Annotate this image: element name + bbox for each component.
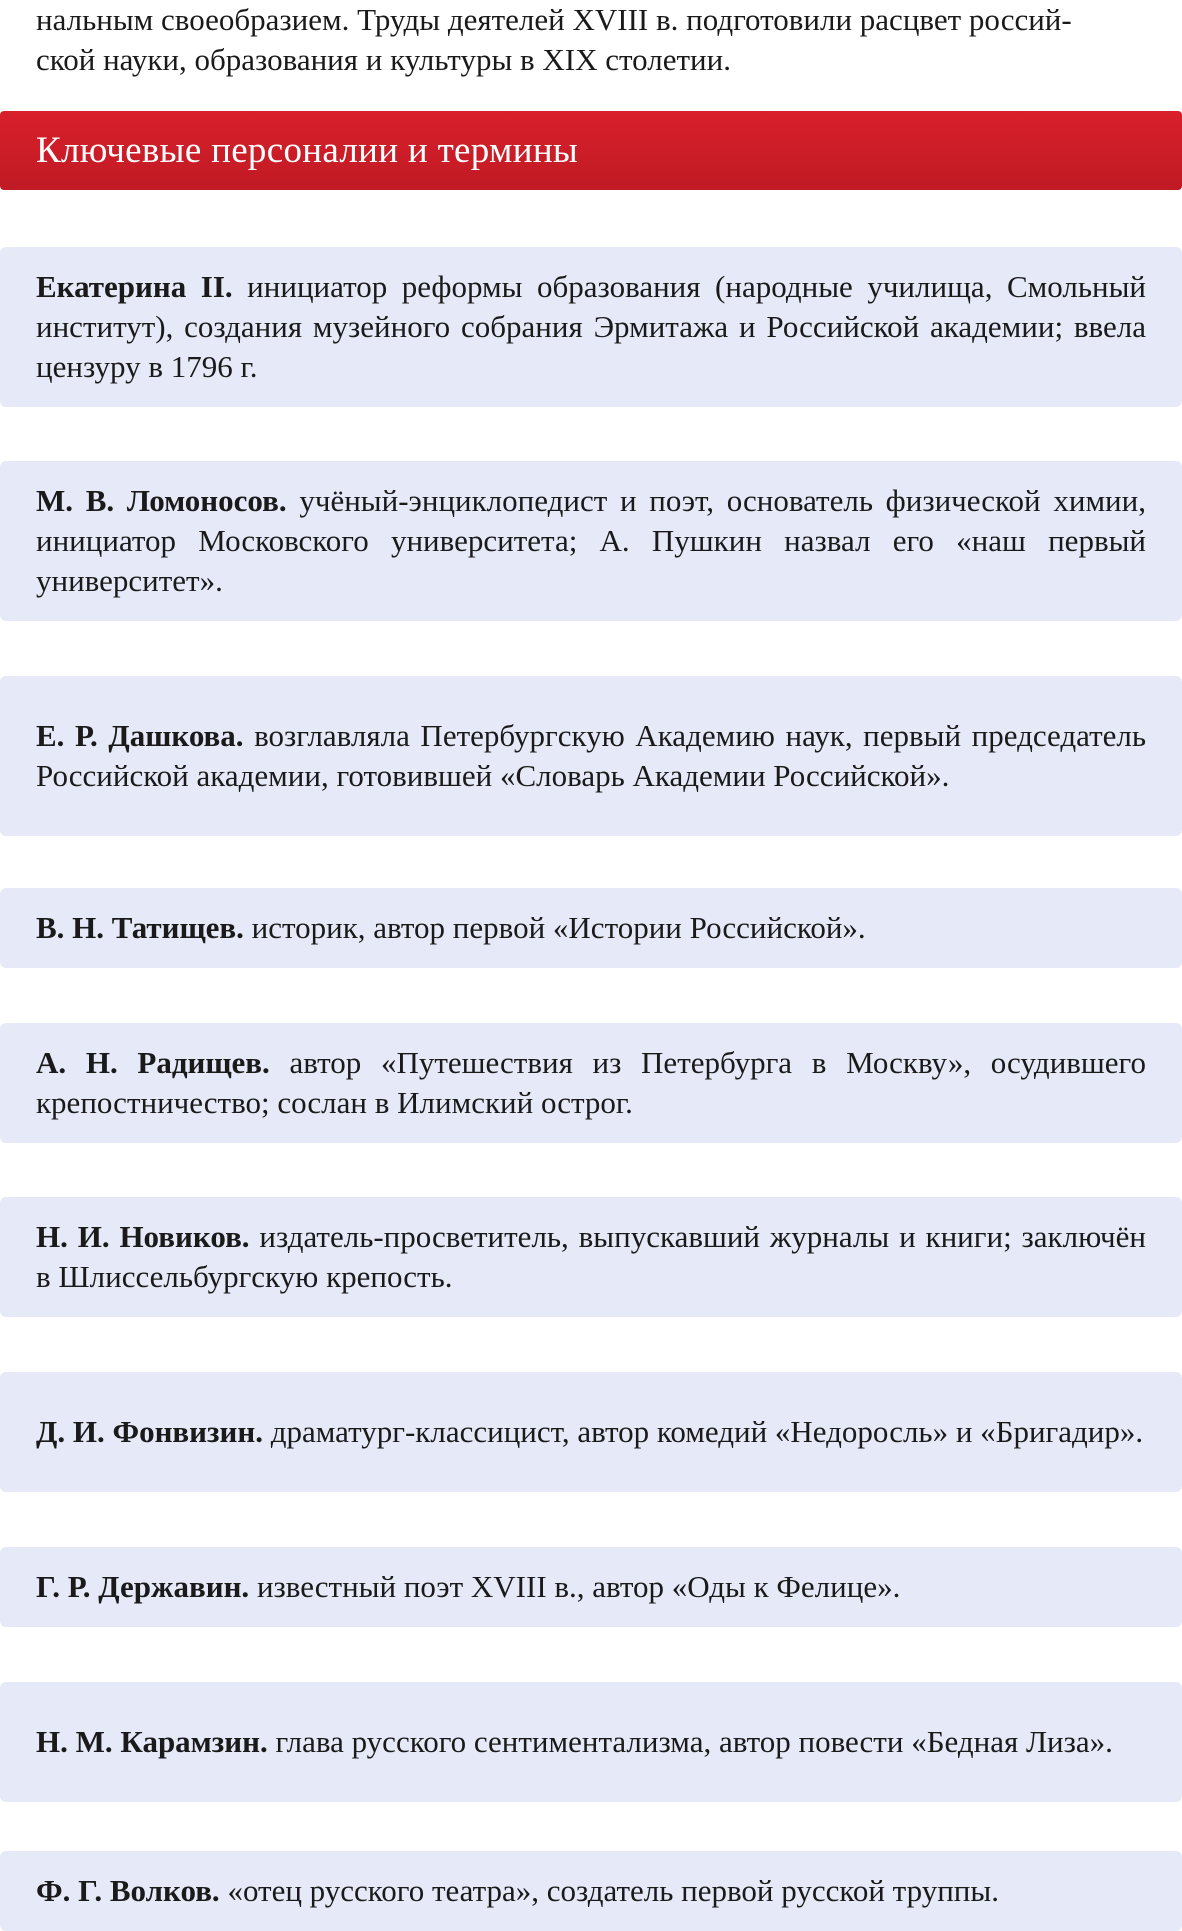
entry-name: Г. Р. Державин. <box>36 1569 250 1604</box>
intro-line-2: ской науки, образования и культуры в XIX столетии. <box>36 42 731 77</box>
entry-text <box>36 1217 1146 1297</box>
entry-lomonosov <box>0 461 1182 621</box>
entry-derzhavin <box>0 1547 1182 1627</box>
entry-text <box>36 1412 1146 1452</box>
entry-description: драматург-классицист, автор комедий «Недоросль» и «Бригадир». <box>262 1414 1144 1449</box>
entry-name: А. Н. Радищев. <box>36 1045 270 1080</box>
entry-radishchev <box>0 1023 1182 1143</box>
entry-karamzin <box>0 1682 1182 1802</box>
section-title: Ключевые персоналии и термины <box>36 130 579 171</box>
entry-text <box>36 1722 1146 1762</box>
entry-description: возглавляла Петербургскую Академию наук, первый председатель Российской академии, готовившей «Словарь Академии Российской». <box>36 718 1146 793</box>
entry-name: Е. Р. Дашкова. <box>36 718 244 753</box>
entry-text <box>36 1871 1146 1911</box>
entry-description: автор «Путешествия из Петербурга в Москву», осудившего крепостничество; сослан в Илимский острог. <box>36 1045 1147 1120</box>
intro-line-1: нальным своеобразием. Труды деятелей XVIII в. подготовили расцвет россий- <box>36 2 1072 37</box>
entry-description: глава русского сентиментализма, автор повести «Бедная Лиза». <box>267 1724 1113 1759</box>
entry-fonvizin <box>0 1372 1182 1492</box>
entry-name: Ф. Г. Волков. <box>36 1873 220 1908</box>
entry-text <box>36 1567 1146 1607</box>
entry-ekaterina <box>0 247 1182 407</box>
entry-name: Н. И. Новиков. <box>36 1219 250 1254</box>
entry-description: историк, автор первой «Истории Российской». <box>243 910 866 945</box>
entry-name: Н. М. Карамзин. <box>36 1724 268 1759</box>
entry-description: инициатор реформы образования (народные училища, Смольный институт), создания музейного собрания Эрмитажа и Российской академии; ввела цензуру в 1796 г. <box>36 269 1146 384</box>
entry-name: Екатерина II. <box>36 269 233 304</box>
entry-tatishchev <box>0 888 1182 968</box>
entry-text <box>36 1043 1146 1123</box>
entry-description: известный поэт XVIII в., автор «Оды к Фелице». <box>249 1569 901 1604</box>
entry-text <box>36 908 1146 948</box>
entry-text <box>36 716 1146 796</box>
entry-description: издатель-просветитель, выпускавший журналы и книги; заключён в Шлиссельбургскую крепость. <box>36 1219 1146 1294</box>
entry-volkov <box>0 1851 1182 1931</box>
entry-description: учёный-энциклопедист и поэт, основатель физической химии, инициатор Московского университета; А. Пушкин назвал его «наш первый университет». <box>36 483 1146 598</box>
entry-name: М. В. Ломоносов. <box>36 483 287 518</box>
entry-text <box>36 481 1146 601</box>
intro-paragraph <box>36 0 1146 80</box>
entry-name: Д. И. Фонвизин. <box>36 1414 263 1449</box>
entry-text <box>36 267 1146 387</box>
entry-novikov <box>0 1197 1182 1317</box>
entry-description: «отец русского театра», создатель первой русской труппы. <box>219 1873 999 1908</box>
entry-name: В. Н. Татищев. <box>36 910 244 945</box>
section-header <box>0 111 1182 190</box>
entry-dashkova <box>0 676 1182 836</box>
